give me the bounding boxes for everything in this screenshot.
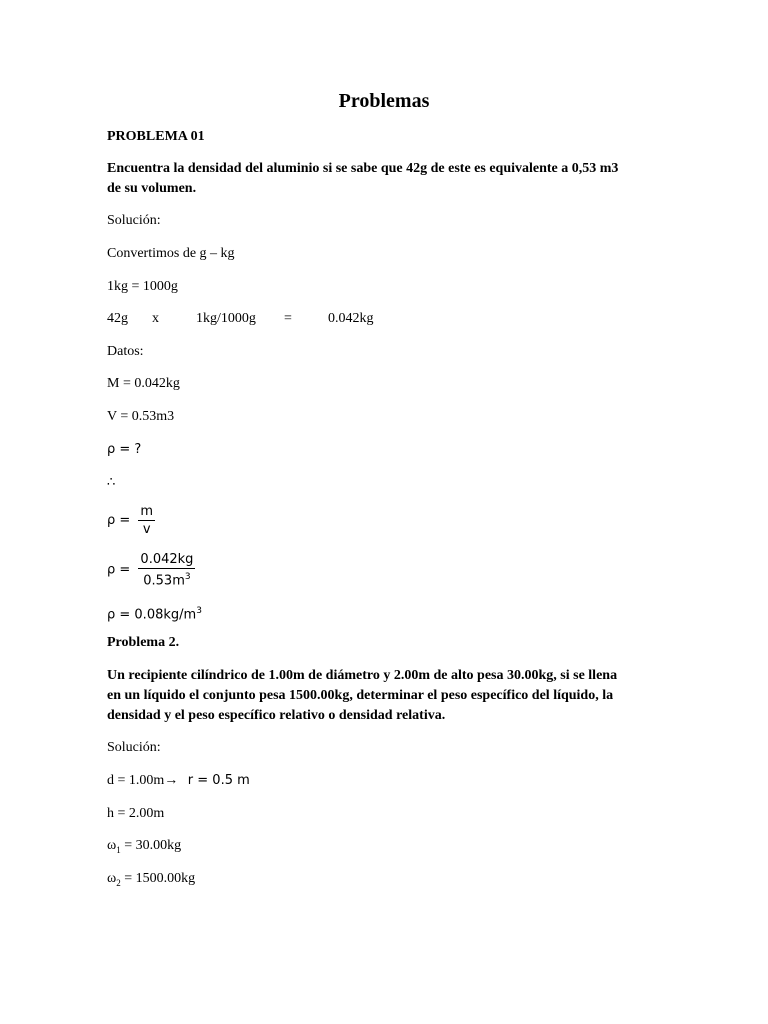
- problem-1-heading: PROBLEMA 01: [107, 129, 205, 144]
- density-result: $\rho = 0.08kg/m^3$: [107, 606, 202, 623]
- problem-1-solution-label: Solución:: [107, 213, 161, 228]
- weight-1-value: $\omega_1 = 30.00kg$: [107, 838, 182, 855]
- therefore-symbol: ∴: [107, 475, 116, 490]
- problem-2-statement-line-1: Un recipiente cilíndrico de 1.00m de diámetro y 2.00m de alto pesa 30.00kg, si se llena: [107, 668, 618, 683]
- height-value: h = 2.00m: [107, 806, 165, 821]
- problem-1-statement-line-1: Encuentra la densidad del aluminio si se sabe que 42g de este es equivalente a 0,53 m3: [107, 161, 619, 176]
- volume-value: V = 0.53m3: [107, 409, 175, 424]
- fraction-numerator: 0.042kg: [140, 552, 194, 567]
- mass-over-volume-fraction: [138, 503, 155, 538]
- calc-factor: 1kg/1000g: [196, 311, 256, 326]
- calc-value: 42g: [107, 311, 128, 326]
- problem-2-statement-line-2: en un líquido el conjunto pesa 1500.00kg, determinar el peso específico del líquido, la: [107, 688, 614, 703]
- fraction-denominator: v: [142, 522, 151, 537]
- unit-equivalence: 1kg = 1000g: [107, 279, 178, 294]
- rho-prefix: ρ =: [107, 562, 131, 578]
- problem-1-statement-line-2: de su volumen.: [107, 181, 197, 196]
- problem-2-statement-line-3: densidad y el peso específico relativo o densidad relativa.: [107, 708, 446, 723]
- page-title: Problemas: [338, 90, 430, 112]
- problem-2-heading: Problema 2.: [107, 635, 180, 650]
- calc-times: x: [152, 311, 159, 326]
- diameter-radius-line: [107, 772, 250, 790]
- mass-value: M = 0.042kg: [107, 376, 180, 391]
- radius-value: r = 0.5 m: [187, 773, 250, 788]
- density-substitution: [107, 551, 195, 589]
- diameter-value: d = 1.00m→: [107, 773, 179, 788]
- calc-equals: =: [284, 311, 292, 326]
- fraction-numerator: m: [140, 504, 154, 519]
- conversion-calculation: [107, 310, 427, 328]
- conversion-note: Convertimos de g – kg: [107, 246, 235, 261]
- value-fraction: [138, 551, 195, 589]
- density-unknown: ρ = ?: [107, 442, 142, 457]
- rho-prefix: ρ =: [107, 513, 131, 528]
- density-formula: [107, 503, 155, 539]
- problem-2-solution-label: Solución:: [107, 740, 161, 755]
- calc-result: 0.042kg: [328, 311, 374, 326]
- weight-2-value: $\omega_2 = 1500.00kg$: [107, 871, 196, 888]
- fraction-denominator: $0.53m^3$: [143, 572, 191, 589]
- data-label: Datos:: [107, 344, 144, 359]
